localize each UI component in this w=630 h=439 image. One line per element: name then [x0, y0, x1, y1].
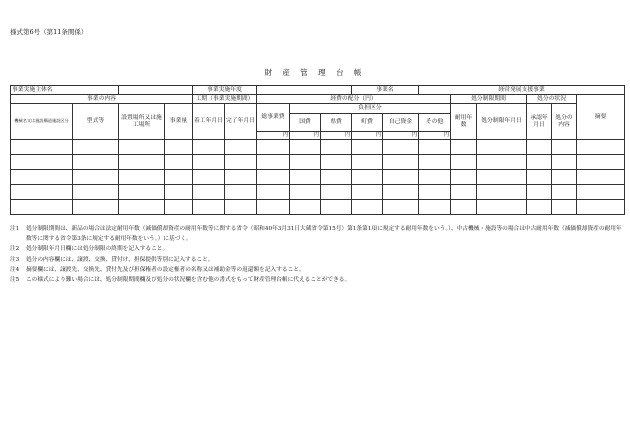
- table-cell[interactable]: [383, 140, 419, 155]
- note-number: 注3: [10, 256, 20, 263]
- note-item: [10, 265, 622, 275]
- col-start-date: 着工年月日: [193, 104, 225, 140]
- table-cell[interactable]: [165, 170, 193, 185]
- col-useful-life: 耐用年数: [451, 104, 477, 140]
- table-cell[interactable]: [451, 200, 477, 215]
- table-cell[interactable]: [577, 185, 625, 200]
- unit-total: 円: [257, 132, 290, 140]
- table-cell[interactable]: [321, 200, 352, 215]
- table-cell[interactable]: [419, 155, 451, 170]
- table-cell[interactable]: [552, 185, 577, 200]
- table-cell[interactable]: [225, 155, 257, 170]
- note-text: 摘要欄には、譲渡先、交換先、貸付先及び担保権者の設定権者の名称又は補助金等の返還額を記入すること。: [26, 266, 305, 273]
- table-cell[interactable]: [552, 200, 577, 215]
- unit-prefectural: 円: [321, 132, 352, 140]
- entity-value[interactable]: [119, 86, 193, 95]
- table-cell[interactable]: [352, 185, 383, 200]
- table-cell[interactable]: [477, 200, 527, 215]
- table-cell[interactable]: [165, 140, 193, 155]
- note-text: この様式により難い場合には、処分制限期間欄及び処分の状況欄を含む他の書式をもって財産管理台帳に代えることができる。: [26, 277, 351, 284]
- table-cell[interactable]: [527, 200, 552, 215]
- table-cell[interactable]: [352, 170, 383, 185]
- table-cell[interactable]: [321, 185, 352, 200]
- col-other: その他: [419, 114, 451, 132]
- col-total-cost: 総事業費: [257, 104, 290, 132]
- table-cell[interactable]: [193, 185, 225, 200]
- col-remarks: 摘要: [577, 95, 625, 140]
- table-cell[interactable]: [193, 200, 225, 215]
- entity-label: 事業実施主体名: [11, 86, 119, 95]
- table-cell[interactable]: [383, 200, 419, 215]
- table-cell[interactable]: [577, 200, 625, 215]
- table-cell[interactable]: [119, 170, 165, 185]
- table-cell[interactable]: [257, 185, 290, 200]
- table-cell[interactable]: [477, 155, 527, 170]
- table-cell[interactable]: [73, 200, 119, 215]
- table-cell[interactable]: [477, 140, 527, 155]
- table-cell[interactable]: [352, 200, 383, 215]
- table-cell[interactable]: [11, 170, 73, 185]
- table-cell[interactable]: [527, 140, 552, 155]
- col-municipal: 町費: [352, 114, 383, 132]
- table-cell[interactable]: [577, 155, 625, 170]
- table-cell[interactable]: [11, 155, 73, 170]
- table-cell[interactable]: [119, 185, 165, 200]
- table-cell[interactable]: [225, 200, 257, 215]
- table-cell[interactable]: [165, 185, 193, 200]
- table-row: [11, 155, 625, 170]
- table-row: [11, 140, 625, 155]
- col-disposal-content: 処分の内容: [552, 104, 577, 140]
- table-cell[interactable]: [119, 200, 165, 215]
- table-cell[interactable]: [383, 155, 419, 170]
- table-cell[interactable]: [321, 140, 352, 155]
- restriction-group-header: 処分制限期間: [451, 95, 527, 104]
- project-name-value: 経営発展支援事業: [419, 86, 625, 95]
- table-cell[interactable]: [352, 155, 383, 170]
- table-cell[interactable]: [11, 140, 73, 155]
- table-cell[interactable]: [577, 170, 625, 185]
- asset-ledger-table: [10, 85, 625, 215]
- table-cell[interactable]: [119, 155, 165, 170]
- table-cell[interactable]: [73, 155, 119, 170]
- table-cell[interactable]: [527, 155, 552, 170]
- table-cell[interactable]: [257, 200, 290, 215]
- table-cell[interactable]: [119, 140, 165, 155]
- table-row: [11, 170, 625, 185]
- table-cell[interactable]: [290, 170, 321, 185]
- col-quantity: 事業量: [165, 104, 193, 140]
- col-approval-date: 承認年月日: [527, 104, 552, 140]
- table-cell[interactable]: [419, 200, 451, 215]
- note-number: 注2: [10, 246, 20, 253]
- table-cell[interactable]: [451, 170, 477, 185]
- table-cell[interactable]: [73, 170, 119, 185]
- table-cell[interactable]: [451, 185, 477, 200]
- note-text: 処分の内容欄には、譲渡、交換、貸付け、担保提供等別に記入すること。: [26, 256, 214, 263]
- table-cell[interactable]: [257, 140, 290, 155]
- table-cell[interactable]: [193, 140, 225, 155]
- table-cell[interactable]: [290, 155, 321, 170]
- form-reference: 様式第6号（第11条関係）: [10, 28, 88, 36]
- table-cell[interactable]: [552, 170, 577, 185]
- note-item: [10, 255, 622, 265]
- table-cell[interactable]: [577, 140, 625, 155]
- table-cell[interactable]: [451, 155, 477, 170]
- unit-own-funds: 円: [383, 132, 419, 140]
- table-cell[interactable]: [165, 155, 193, 170]
- content-group-header: 事業の内容: [11, 95, 193, 104]
- note-number: 注4: [10, 266, 20, 273]
- year-value[interactable]: [257, 86, 352, 95]
- table-cell[interactable]: [225, 185, 257, 200]
- project-name-label: 事業名: [352, 86, 419, 95]
- col-national: 国費: [290, 114, 321, 132]
- note-text: 処分制限年月日欄には処分制限の終期を記入すること。: [26, 246, 169, 253]
- table-cell[interactable]: [290, 185, 321, 200]
- table-cell[interactable]: [257, 170, 290, 185]
- table-cell[interactable]: [527, 185, 552, 200]
- note-item: [10, 244, 622, 254]
- table-cell[interactable]: [419, 140, 451, 155]
- table-cell[interactable]: [225, 140, 257, 155]
- status-group-header: 処分の状況: [527, 95, 577, 104]
- period-group-header: 工期（事業実施期間）: [193, 95, 257, 104]
- year-label: 事業実施年度: [193, 86, 257, 95]
- table-cell[interactable]: [527, 170, 552, 185]
- table-cell[interactable]: [11, 200, 73, 215]
- col-machine-name: 機械名又は施設構造施設区分: [11, 104, 73, 140]
- table-cell[interactable]: [352, 140, 383, 155]
- col-end-date: 完了年月日: [225, 104, 257, 140]
- table-cell[interactable]: [290, 200, 321, 215]
- table-cell[interactable]: [383, 170, 419, 185]
- notes-section: [10, 224, 622, 285]
- burden-group-header: 負担区分: [290, 104, 451, 114]
- table-cell[interactable]: [165, 200, 193, 215]
- table-cell[interactable]: [321, 170, 352, 185]
- col-own-funds: 自己資金: [383, 114, 419, 132]
- table-cell[interactable]: [225, 170, 257, 185]
- unit-other: 円: [419, 132, 451, 140]
- note-text: 処分制限期間は、新品の場合は法定耐用年数（減価償却資産の耐用年数等に関する省令（昭和40年3月31日大蔵省令第15号）第1条第1項に規定する耐用年数をいう。）、中古機械・施設等の場合は中古耐用年数（減価償却資産の耐用年数等に関する省令第3条に規定する耐用年数をいう。）に基づく。: [26, 226, 622, 243]
- note-item: [10, 275, 622, 285]
- table-cell[interactable]: [193, 155, 225, 170]
- table-cell[interactable]: [257, 155, 290, 170]
- table-cell[interactable]: [419, 170, 451, 185]
- table-cell[interactable]: [73, 185, 119, 200]
- note-number: 注5: [10, 277, 20, 284]
- table-row: [11, 200, 625, 215]
- table-cell[interactable]: [552, 140, 577, 155]
- col-prefectural: 県費: [321, 114, 352, 132]
- table-cell[interactable]: [73, 140, 119, 155]
- table-cell[interactable]: [451, 140, 477, 155]
- table-cell[interactable]: [477, 170, 527, 185]
- page-title: 財 産 管 理 台 帳: [264, 68, 366, 77]
- unit-national: 円: [290, 132, 321, 140]
- unit-municipal: 円: [352, 132, 383, 140]
- note-number: 注1: [10, 226, 20, 232]
- funding-group-header: 経費の配分（円）: [257, 95, 451, 104]
- note-item: [10, 224, 622, 244]
- table-cell[interactable]: [193, 170, 225, 185]
- table-cell[interactable]: [419, 185, 451, 200]
- table-cell[interactable]: [552, 155, 577, 170]
- table-cell[interactable]: [11, 185, 73, 200]
- table-cell[interactable]: [477, 185, 527, 200]
- col-location: 設置場所又は施工場所: [119, 104, 165, 140]
- table-cell[interactable]: [290, 140, 321, 155]
- col-restriction-date: 処分制限年月日: [477, 104, 527, 140]
- table-row: [11, 185, 625, 200]
- table-cell[interactable]: [383, 185, 419, 200]
- table-cell[interactable]: [321, 155, 352, 170]
- col-model: 型式等: [73, 104, 119, 140]
